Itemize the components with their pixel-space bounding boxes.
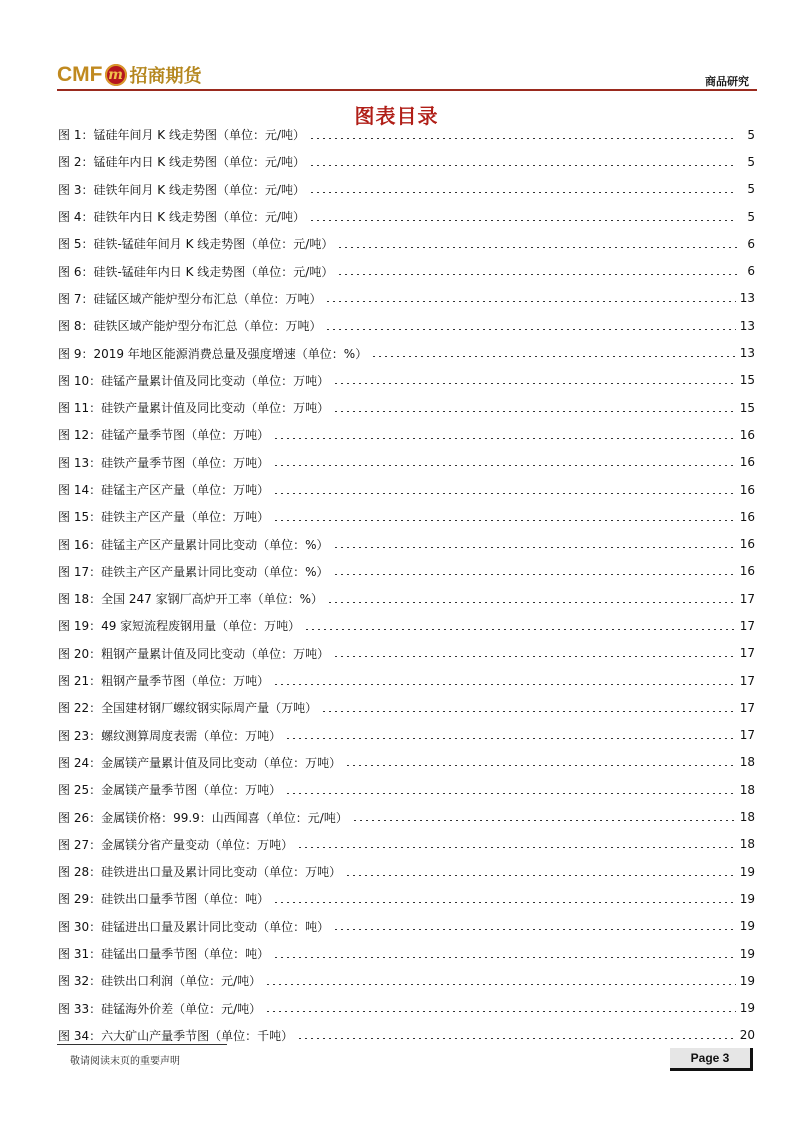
toc-entry-page: 18 <box>739 782 755 797</box>
toc-entry-label: 图 15：硅铁主产区产量（单位：万吨） <box>58 510 270 525</box>
toc-dot-leader <box>345 875 736 876</box>
toc-entry-label: 图 28：硅铁进出口量及累计同比变动（单位：万吨） <box>58 865 342 880</box>
toc-entry-label: 图 32：硅铁出口利润（单位：元/吨） <box>58 974 262 989</box>
toc-entry-page: 5 <box>747 127 755 142</box>
toc-entry-page: 18 <box>739 755 755 770</box>
toc-dot-leader <box>321 711 736 712</box>
toc-entry[interactable] <box>58 885 755 912</box>
toc-dot-leader <box>273 957 736 958</box>
toc-dot-leader <box>309 138 737 139</box>
toc-entry-label: 图 17：硅铁主产区产量累计同比变动（单位：%） <box>58 564 329 579</box>
toc-entry-page: 16 <box>739 455 755 470</box>
toc-entry-label: 图 3：硅铁年间月 K 线走势图（单位：元/吨） <box>58 182 305 197</box>
toc-entry-page: 17 <box>739 646 755 661</box>
toc-entry[interactable] <box>58 257 755 284</box>
toc-dot-leader <box>325 329 735 330</box>
toc-dot-leader <box>345 765 736 766</box>
toc-dot-leader <box>297 847 736 848</box>
toc-dot-leader <box>327 602 736 603</box>
toc-entry-page: 17 <box>739 728 755 743</box>
toc-entry[interactable] <box>58 858 755 885</box>
toc-entry-label: 图 5：硅铁-锰硅年间月 K 线走势图（单位：元/吨） <box>58 237 334 252</box>
toc-entry-label: 图 9：2019 年地区能源消费总量及强度增速（单位：%） <box>58 346 368 361</box>
toc-entry-page: 5 <box>747 209 755 224</box>
toc-dot-leader <box>309 220 737 221</box>
toc-entry-page: 18 <box>739 810 755 825</box>
toc-entry-page: 13 <box>739 346 755 361</box>
toc-entry-page: 13 <box>739 318 755 333</box>
toc-entry-page: 19 <box>739 1001 755 1016</box>
toc-dot-leader <box>371 356 736 357</box>
toc-entry[interactable] <box>58 312 755 339</box>
toc-entry[interactable] <box>58 449 755 476</box>
page-title: 图表目录 <box>354 104 439 128</box>
toc-entry[interactable] <box>58 176 755 203</box>
toc-entry-page: 17 <box>739 673 755 688</box>
toc-entry-label: 图 23：螺纹测算周度表需（单位：万吨） <box>58 728 282 743</box>
toc-entry-label: 图 22：全国建材钢厂螺纹钢实际周产量（万吨） <box>58 701 318 716</box>
toc-entry-label: 图 18：全国 247 家钢厂高炉开工率（单位：%） <box>58 592 324 607</box>
toc-dot-leader <box>285 738 736 739</box>
toc-dot-leader <box>333 656 736 657</box>
toc-entry-page: 20 <box>739 1028 755 1043</box>
company-logo <box>57 62 202 88</box>
toc-entry-page: 15 <box>739 400 755 415</box>
toc-entry-label: 图 30：硅锰进出口量及累计同比变动（单位：吨） <box>58 919 330 934</box>
toc-entry-label: 图 29：硅铁出口量季节图（单位：吨） <box>58 892 270 907</box>
toc-entry-page: 19 <box>739 973 755 988</box>
toc-dot-leader <box>333 411 736 412</box>
toc-entry[interactable] <box>58 967 755 994</box>
toc-entry-label: 图 31：硅锰出口量季节图（单位：吨） <box>58 947 270 962</box>
toc-entry[interactable] <box>58 367 755 394</box>
toc-entry[interactable] <box>58 612 755 639</box>
toc-entry-page: 17 <box>739 700 755 715</box>
toc-entry-page: 16 <box>739 427 755 442</box>
toc-entry[interactable] <box>58 503 755 530</box>
disclaimer-note: 敬请阅读末页的重要声明 <box>70 1056 180 1067</box>
toc-entry[interactable] <box>58 640 755 667</box>
toc-entry[interactable] <box>58 803 755 830</box>
toc-entry-label: 图 8：硅铁区域产能炉型分布汇总（单位：万吨） <box>58 319 322 334</box>
toc-dot-leader <box>285 793 736 794</box>
toc-entry[interactable] <box>58 831 755 858</box>
logo-chinese-text: 招商期货 <box>129 66 202 87</box>
toc-entry-label: 图 2：锰硅年内日 K 线走势图（单位：元/吨） <box>58 155 305 170</box>
toc-entry-label: 图 16：硅锰主产区产量累计同比变动（单位：%） <box>58 537 329 552</box>
header-divider <box>57 89 757 91</box>
toc-entry[interactable] <box>58 913 755 940</box>
toc-entry-label: 图 14：硅锰主产区产量（单位：万吨） <box>58 483 270 497</box>
logo-mark-icon: m <box>105 64 127 86</box>
toc-dot-leader <box>337 274 737 275</box>
toc-entry[interactable] <box>58 558 755 585</box>
toc-dot-leader <box>309 192 737 193</box>
toc-dot-leader <box>265 984 736 985</box>
toc-entry-page: 19 <box>739 891 755 906</box>
toc-dot-leader <box>273 493 736 494</box>
toc-entry-label: 图 21：粗钢产量季节图（单位：万吨） <box>58 674 270 689</box>
toc-entry-page: 17 <box>739 591 755 606</box>
toc-entry[interactable] <box>58 339 755 366</box>
toc-entry-page: 5 <box>747 154 755 169</box>
toc-entry-page: 16 <box>739 537 755 552</box>
page-number-badge: Page 3 <box>670 1048 753 1071</box>
toc-entry-page: 16 <box>739 564 755 579</box>
toc-entry-page: 19 <box>739 919 755 934</box>
toc-entry[interactable] <box>58 667 755 694</box>
toc-entry[interactable] <box>58 230 755 257</box>
toc-entry[interactable] <box>58 940 755 967</box>
toc-dot-leader <box>337 247 737 248</box>
toc-entry-label: 图 7：硅锰区域产能炉型分布汇总（单位：万吨） <box>58 291 322 306</box>
table-of-contents <box>58 121 755 1049</box>
toc-entry[interactable] <box>58 776 755 803</box>
logo-latin-text: CMF <box>57 63 103 86</box>
toc-entry-label: 图 11：硅铁产量累计值及同比变动（单位：万吨） <box>58 401 330 416</box>
toc-entry[interactable] <box>58 694 755 721</box>
toc-dot-leader <box>297 1038 736 1039</box>
toc-dot-leader <box>333 574 736 575</box>
toc-entry-label: 图 10：硅锰产量累计值及同比变动（单位：万吨） <box>58 373 330 388</box>
toc-entry[interactable] <box>58 148 755 175</box>
toc-entry-label: 图 26：金属镁价格：99.9：山西闻喜（单位：元/吨） <box>58 810 348 825</box>
toc-entry[interactable] <box>58 394 755 421</box>
toc-entry-label: 图 25：金属镁产量季节图（单位：万吨） <box>58 783 282 798</box>
toc-entry[interactable] <box>58 722 755 749</box>
toc-dot-leader <box>273 902 736 903</box>
toc-entry-label: 图 1：锰硅年间月 K 线走势图（单位：元/吨） <box>58 128 305 143</box>
toc-entry-page: 5 <box>747 182 755 197</box>
toc-entry-label: 图 6：硅铁-锰硅年内日 K 线走势图（单位：元/吨） <box>58 264 334 279</box>
toc-entry[interactable] <box>58 530 755 557</box>
toc-entry[interactable] <box>58 121 755 148</box>
toc-entry-page: 18 <box>739 837 755 852</box>
toc-entry[interactable] <box>58 285 755 312</box>
toc-entry-page: 13 <box>739 291 755 306</box>
toc-dot-leader <box>304 629 736 630</box>
section-label: 商品研究 <box>705 75 749 88</box>
toc-entry-page: 15 <box>739 373 755 388</box>
toc-entry-label: 图 13：硅铁产量季节图（单位：万吨） <box>58 455 270 470</box>
toc-entry[interactable] <box>58 585 755 612</box>
toc-dot-leader <box>309 165 737 166</box>
toc-dot-leader <box>273 465 736 466</box>
toc-dot-leader <box>325 301 735 302</box>
toc-entry-label: 图 19：49 家短流程废钢用量（单位：万吨） <box>58 619 301 634</box>
footer-divider <box>57 1044 227 1045</box>
toc-entry-page: 6 <box>747 236 755 251</box>
toc-entry[interactable] <box>58 421 755 448</box>
toc-entry-label: 图 20：粗钢产量累计值及同比变动（单位：万吨） <box>58 646 330 661</box>
toc-entry-label: 图 34：六大矿山产量季节图（单位：千吨） <box>58 1028 294 1043</box>
toc-entry-label: 图 24：金属镁产量累计值及同比变动（单位：万吨） <box>58 755 342 770</box>
toc-entry[interactable] <box>58 995 755 1022</box>
toc-dot-leader <box>265 1011 736 1012</box>
toc-entry-page: 19 <box>739 946 755 961</box>
toc-entry[interactable] <box>58 203 755 230</box>
toc-dot-leader <box>333 383 736 384</box>
toc-entry-page: 19 <box>739 864 755 879</box>
page-header <box>57 60 757 92</box>
toc-entry-page: 16 <box>739 509 755 524</box>
toc-entry[interactable] <box>58 476 755 503</box>
toc-entry-page: 17 <box>739 618 755 633</box>
toc-entry-label: 图 33：硅锰海外价差（单位：元/吨） <box>58 1001 262 1016</box>
toc-dot-leader <box>273 438 736 439</box>
toc-dot-leader <box>333 929 736 930</box>
toc-dot-leader <box>273 684 736 685</box>
toc-dot-leader <box>333 547 736 548</box>
toc-entry-label: 图 27：金属镁分省产量变动（单位：万吨） <box>58 837 294 852</box>
toc-entry[interactable] <box>58 749 755 776</box>
toc-entry-label: 图 4：硅铁年内日 K 线走势图（单位：元/吨） <box>58 210 305 225</box>
toc-dot-leader <box>273 520 736 521</box>
toc-entry-label: 图 12：硅锰产量季节图（单位：万吨） <box>58 428 270 443</box>
toc-dot-leader <box>352 820 736 821</box>
toc-entry-page: 16 <box>739 482 755 497</box>
toc-entry-page: 6 <box>747 264 755 279</box>
